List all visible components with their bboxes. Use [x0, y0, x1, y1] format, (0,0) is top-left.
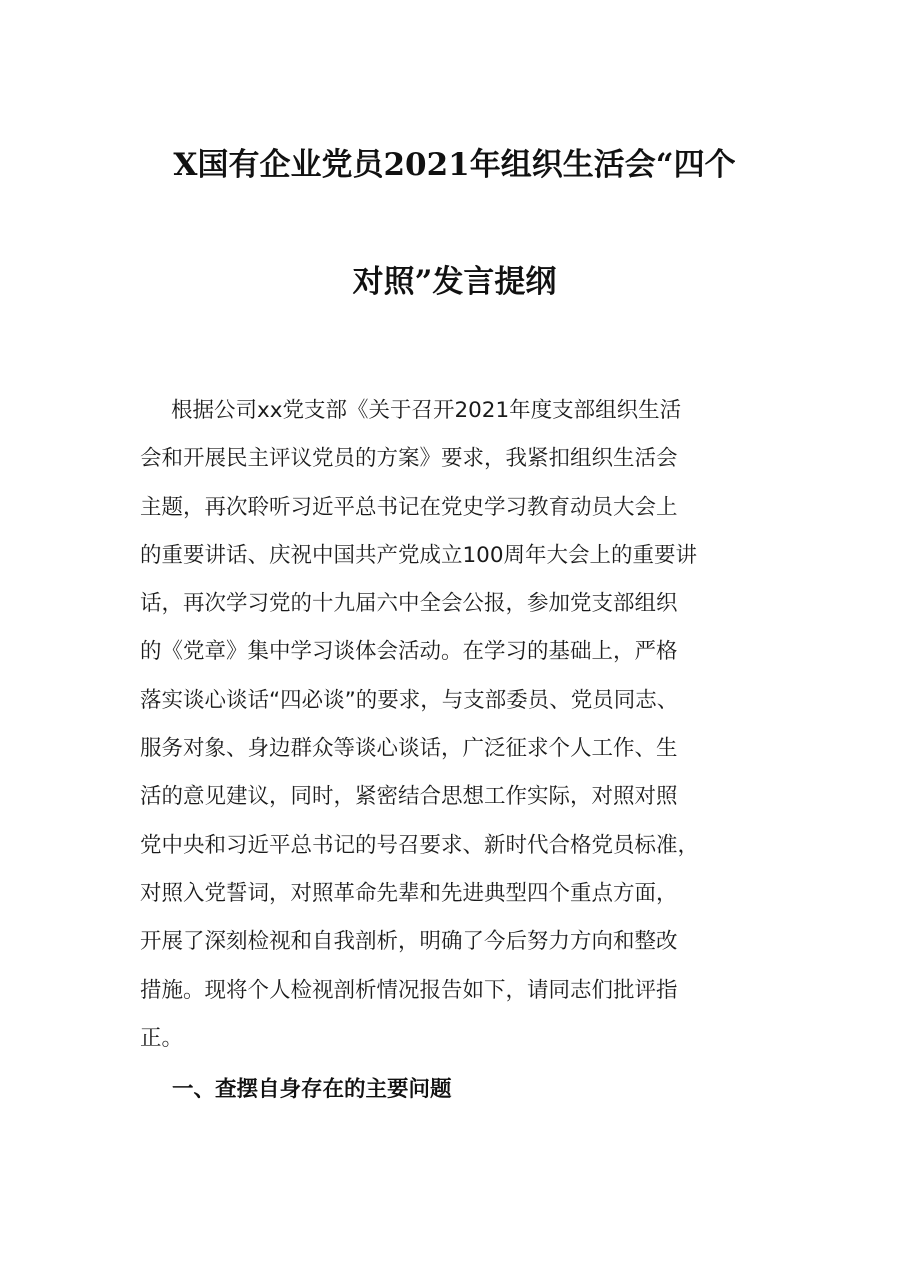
- paragraph-line: 的《党章》集中学习谈体会活动。在学习的基础上，严格: [140, 639, 678, 665]
- paragraph-line: 话，再次学习党的十九届六中全会公报，参加党支部组织: [140, 591, 678, 617]
- paragraph-line: 开展了深刻检视和自我剖析，明确了今后努力方向和整改: [140, 929, 678, 955]
- paragraph-line: 根据公司xx党支部《关于召开2021年度支部组织生活: [171, 398, 682, 423]
- paragraph-line: 对照入党誓词，对照革命先辈和先进典型四个重点方面，: [140, 880, 678, 906]
- paragraph-line: 主题，再次聆听习近平总书记在党史学习教育动员大会上: [140, 494, 678, 520]
- document-title-line-2: 对照”发言提纲: [352, 264, 557, 300]
- paragraph-line: 的重要讲话、庆祝中国共产党成立100周年大会上的重要讲: [140, 542, 698, 568]
- intro-paragraph: [140, 393, 780, 1069]
- paragraph-line: 会和开展民主评议党员的方案》要求，我紧扣组织生活会: [140, 446, 678, 472]
- paragraph-line: 活的意见建议，同时，紧密结合思想工作实际，对照对照: [140, 784, 678, 810]
- paragraph-line: 措施。现将个人检视剖析情况报告如下，请同志们批评指: [140, 977, 678, 1003]
- document-title-line-1: X国有企业党员2021年组织生活会“四个: [173, 147, 736, 183]
- paragraph-line: 落实谈心谈话“四必谈”的要求，与支部委员、党员同志、: [140, 687, 679, 713]
- paragraph-line: 党中央和习近平总书记的号召要求、新时代合格党员标准，: [140, 832, 700, 858]
- paragraph-line: 正。: [140, 1025, 184, 1051]
- paragraph-line: 服务对象、身边群众等谈心谈话，广泛征求个人工作、生: [140, 736, 678, 762]
- section-heading: 一、查摆自身存在的主要问题: [172, 1077, 452, 1102]
